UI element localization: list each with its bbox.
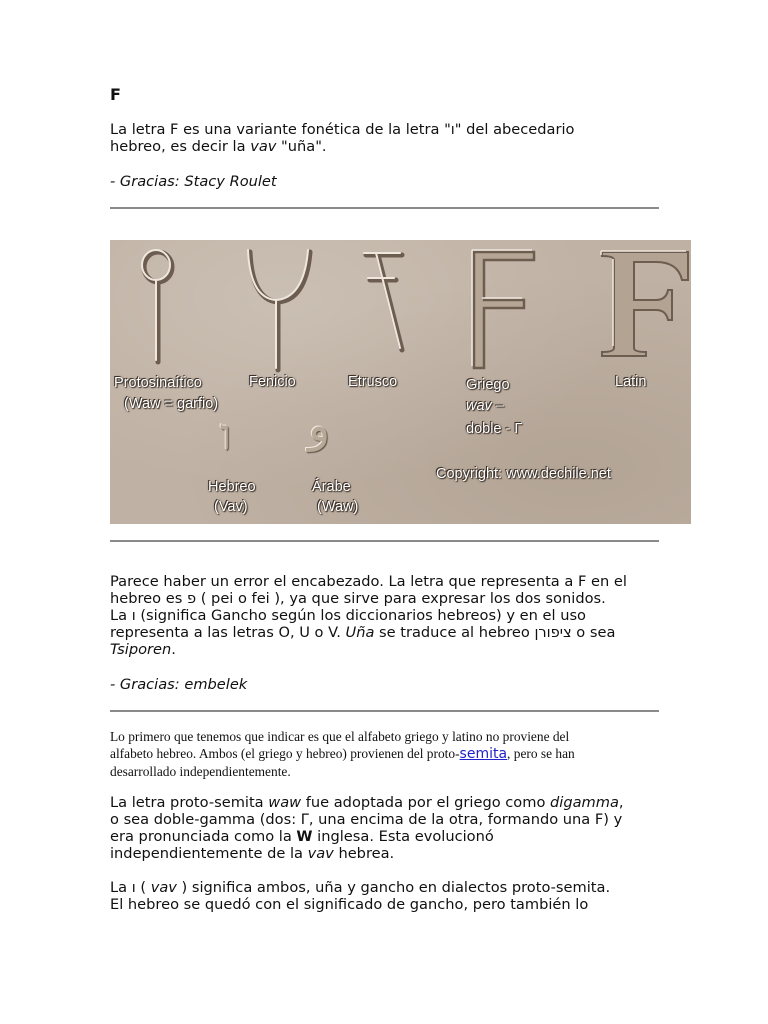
origin-paragraph: [110, 728, 670, 780]
una-term: Uña: [345, 624, 375, 641]
label-waw-garfio: (Waw = garfio): [124, 396, 219, 412]
waw-line-2: o sea doble-gamma (dos: Γ, una encima de la otra, formando una F) y: [110, 811, 623, 828]
error-note-line-3: La ו (significa Gancho según los diccionarios hebreos) y en el uso: [110, 607, 586, 624]
credit-embelek: [110, 676, 670, 693]
error-note-line-1: Parece haber un error el encabezado. La letra que representa a F en el: [110, 573, 627, 590]
page-title: F: [110, 85, 121, 104]
label-copyright: Copyright: www.dechile.net: [436, 466, 611, 482]
latin-f-glyph-icon: [601, 251, 688, 356]
waw-line-3-post: inglesa. Esta evolucionó: [312, 828, 494, 845]
waw-paragraph: [110, 794, 670, 862]
semita-link[interactable]: semita: [459, 746, 508, 762]
label-waw: (Waw): [317, 499, 359, 515]
credit-stacy: [110, 173, 670, 190]
divider-1: [110, 207, 659, 209]
error-note-line-4-pre: representa a las letras O, U o V.: [110, 624, 346, 641]
waw-term: waw: [268, 794, 302, 811]
alphabet-evolution-figure: [110, 240, 691, 524]
intro-paragraph: [110, 121, 670, 155]
origin-line-2-pre: alfabeto hebreo. Ambos (el griego y hebreo) provienen del proto-: [110, 746, 460, 761]
origin-line-3: desarrollado independientemente.: [110, 764, 291, 779]
vav-meaning-line-1-post: ) significa ambos, uña y gancho en dialectos proto-semita.: [176, 879, 611, 896]
waw-line-1-mid: fue adoptada por el griego como: [301, 794, 551, 811]
error-note-line-2: hebreo es פ ( pei o fei ), ya que sirve para expresar los dos sonidos.: [110, 590, 606, 607]
phoenician-glyph-icon: [248, 250, 310, 370]
hebrew-vav-glyph: ו: [220, 410, 232, 461]
protosinaitic-glyph-icon: [142, 250, 172, 362]
credit-embelek-text: - Gracias: embelek: [110, 676, 248, 693]
intro-line-1: La letra F es una variante fonética de la letra "ו" del abecedario: [110, 121, 575, 138]
label-fenicio: Fenicio: [249, 374, 296, 390]
vav-meaning-line-1-pre: La ו (: [110, 879, 151, 896]
label-vav: (Vav): [214, 499, 248, 515]
intro-vav-term: vav: [250, 138, 277, 155]
vav-meaning-line-2: El hebreo se quedó con el significado de gancho, pero también lo: [110, 896, 589, 913]
error-note-line-5-post: .: [171, 641, 176, 658]
label-protosinaitico: Protosinaítico: [114, 375, 202, 391]
digamma-term: digamma: [550, 794, 619, 811]
waw-line-4-pre: independientemente de la: [110, 845, 308, 862]
label-griego: Griego: [466, 377, 510, 393]
greek-digamma-glyph-icon: [472, 250, 534, 368]
waw-line-1-pre: La letra proto-semita: [110, 794, 269, 811]
label-wav: wav –: [466, 398, 504, 414]
label-doble-gamma: doble - Γ: [466, 421, 523, 437]
waw-line-3-pre: era pronunciada como la: [110, 828, 297, 845]
vav-term-3: vav: [150, 879, 177, 896]
label-arabe: Árabe: [312, 479, 351, 495]
arabic-waw-glyph: و: [308, 398, 331, 452]
divider-3: [110, 710, 659, 712]
error-note-line-4-post: se traduce al hebreo ציפורן o sea: [374, 624, 616, 641]
intro-line-2-post: "uña".: [276, 138, 327, 155]
tsiporen-term: Tsiporen: [110, 641, 172, 658]
label-etrusco: Etrusco: [348, 374, 398, 390]
divider-2: [110, 540, 659, 542]
label-latin: Latin: [615, 374, 647, 390]
intro-line-2-pre: hebreo, es decir la: [110, 138, 251, 155]
etruscan-glyph-icon: [364, 253, 402, 350]
vav-meaning-paragraph: [110, 879, 670, 913]
error-note-paragraph: [110, 573, 670, 658]
credit-stacy-text: - Gracias: Stacy Roulet: [110, 173, 277, 190]
label-hebreo: Hebreo: [208, 479, 256, 495]
origin-line-1: Lo primero que tenemos que indicar es que el alfabeto griego y latino no proviene del: [110, 729, 570, 744]
origin-line-2-post: , pero se han: [507, 746, 575, 761]
vav-term-2: vav: [307, 845, 334, 862]
w-letter: W: [296, 828, 313, 845]
waw-line-1-post: ,: [618, 794, 624, 811]
waw-line-4-post: hebrea.: [333, 845, 395, 862]
